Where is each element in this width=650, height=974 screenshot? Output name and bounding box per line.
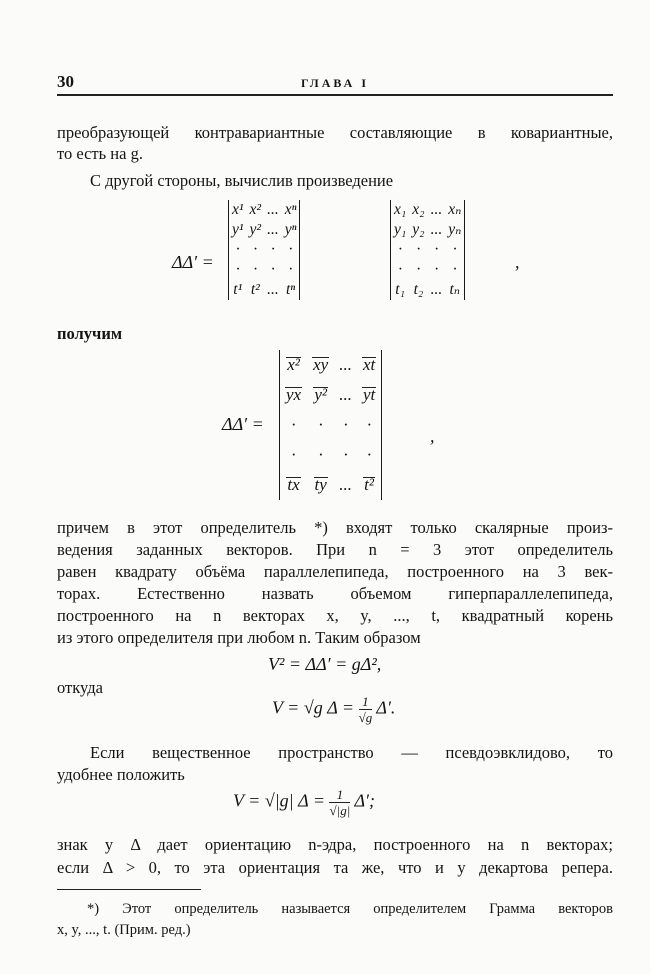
fraction-numerator: 1 bbox=[329, 787, 350, 803]
matrix-cell: · bbox=[288, 241, 293, 258]
matrix-cell: yₙ bbox=[448, 221, 462, 238]
gram-cell: · bbox=[318, 445, 323, 464]
paragraph-line: из этого определителя при любом n. Таким образом bbox=[57, 628, 421, 647]
matrix-cell: x¹ bbox=[232, 201, 244, 218]
matrix-cell: ... bbox=[267, 201, 279, 218]
paragraph-line: то есть на g. bbox=[57, 144, 143, 163]
matrix-cell: y₂ bbox=[412, 221, 425, 238]
matrix-cell: x₂ bbox=[412, 201, 425, 218]
paragraph-line: С другой стороны, вычислив произведение bbox=[90, 171, 394, 190]
matrix-cell: · bbox=[452, 261, 457, 278]
matrix-cell: · bbox=[416, 261, 421, 278]
matrix-cell: t₁ bbox=[395, 281, 405, 298]
gram-cell: xt bbox=[362, 355, 376, 374]
matrix-cell: · bbox=[270, 241, 275, 258]
formula-volume-square: V² = ΔΔ′ = gΔ², bbox=[268, 654, 382, 674]
footnote-line: *) Этот определитель называется определителем Грамма векторов bbox=[87, 901, 613, 917]
paragraph-line: Если вещественное пространство — псевдоэвклидово, то bbox=[90, 743, 613, 762]
matrix-cell: · bbox=[253, 241, 258, 258]
determinant-1 bbox=[228, 200, 300, 300]
formula-lhs: ΔΔ′ = bbox=[222, 414, 264, 434]
paragraph-line: ведения заданных векторов. При n = 3 этот определитель bbox=[57, 540, 613, 559]
header-rule bbox=[57, 94, 613, 96]
determinant-2 bbox=[390, 200, 465, 300]
matrix-cell: tⁿ bbox=[285, 281, 296, 298]
matrix-cell: yⁿ bbox=[284, 221, 297, 238]
matrix-cell: · bbox=[235, 241, 240, 258]
fraction-denominator: √g bbox=[358, 710, 373, 725]
formula-part: Δ′; bbox=[354, 790, 375, 811]
matrix-cell: ... bbox=[430, 281, 443, 298]
matrix-cell: y² bbox=[249, 221, 262, 238]
fraction bbox=[359, 694, 373, 725]
fraction-denominator: √|g| bbox=[329, 803, 351, 818]
gram-cell: xy bbox=[313, 355, 329, 374]
paragraph-line: получим bbox=[57, 324, 123, 343]
gram-cell: tx bbox=[287, 475, 300, 494]
matrix-cell: x₁ bbox=[394, 201, 407, 218]
gram-determinant bbox=[279, 350, 382, 500]
paragraph-line: удобнее положить bbox=[57, 765, 185, 784]
paragraph-line: если Δ > 0, то эта ориентация та же, что и у декартова репера. bbox=[57, 858, 613, 877]
matrix-cell: · bbox=[235, 261, 240, 278]
matrix-cell: · bbox=[398, 261, 403, 278]
fraction bbox=[329, 787, 350, 818]
gram-cell: · bbox=[343, 415, 348, 434]
footnote bbox=[57, 899, 613, 941]
paragraph-line: построенного на n векторах x, y, ..., t, квадратный корень bbox=[57, 606, 613, 625]
formula-comma: , bbox=[515, 252, 520, 272]
gram-cell: · bbox=[291, 445, 296, 464]
paragraph-line: преобразующей контравариантные составляющие в ковариантные, bbox=[57, 123, 613, 142]
formula-part: V = √g Δ = bbox=[272, 697, 355, 718]
gram-cell: yt bbox=[362, 385, 376, 404]
matrix-cell: · bbox=[253, 261, 258, 278]
matrix-cell: t² bbox=[250, 281, 260, 298]
matrix-cell: tₙ bbox=[449, 281, 461, 298]
matrix-cell: · bbox=[452, 241, 457, 258]
matrix-cell: · bbox=[434, 261, 439, 278]
formula-lhs: ΔΔ′ = bbox=[172, 252, 214, 272]
gram-cell: y² bbox=[314, 385, 327, 404]
formula-part: V = √|g| Δ = bbox=[233, 790, 325, 811]
gram-cell: ... bbox=[339, 355, 352, 374]
matrix-cell: · bbox=[416, 241, 421, 258]
matrix-cell: y₁ bbox=[394, 221, 407, 238]
gram-cell: · bbox=[291, 415, 296, 434]
paragraph-line: равен квадрату объёма параллелепипеда, построенного на 3 век- bbox=[57, 562, 613, 581]
matrix-cell: xⁿ bbox=[284, 201, 297, 218]
gram-cell: · bbox=[366, 445, 372, 464]
formula-comma: , bbox=[430, 426, 435, 446]
matrix-cell: xₙ bbox=[448, 201, 462, 218]
gram-cell: ty bbox=[314, 475, 327, 494]
matrix-cell: t₂ bbox=[413, 281, 424, 298]
footnote-rule bbox=[57, 889, 201, 890]
page-header bbox=[57, 66, 613, 94]
gram-cell: t² bbox=[364, 475, 374, 494]
gram-cell: yx bbox=[286, 385, 302, 404]
gram-cell: ... bbox=[339, 475, 352, 494]
matrix-cell: y¹ bbox=[232, 221, 244, 238]
matrix-cell: · bbox=[288, 261, 293, 278]
matrix-cell: ... bbox=[430, 201, 443, 218]
paragraph-line: причем в этот определитель *) входят только скалярные произ- bbox=[57, 518, 613, 537]
gram-cell: · bbox=[343, 445, 348, 464]
matrix-cell: t¹ bbox=[233, 281, 243, 298]
matrix-cell: · bbox=[270, 261, 275, 278]
paragraph-line: знак у Δ дает ориентацию n-эдра, построенного на n векторах; bbox=[57, 835, 613, 854]
paragraph-line: торах. Естественно назвать объемом гиперпараллелепипеда, bbox=[57, 584, 613, 603]
matrix-cell: · bbox=[398, 241, 403, 258]
matrix-cell: ... bbox=[430, 221, 443, 238]
page-number: 30 bbox=[57, 72, 74, 91]
fraction-numerator: 1 bbox=[359, 694, 373, 710]
gram-cell: x² bbox=[287, 355, 300, 374]
paragraph-line: откуда bbox=[57, 678, 103, 697]
matrix-cell: · bbox=[434, 241, 439, 258]
gram-cell: · bbox=[366, 415, 372, 434]
footnote-line: x, y, ..., t. (Прим. ред.) bbox=[57, 922, 191, 938]
formula-part: Δ′. bbox=[376, 697, 396, 718]
matrix-cell: x² bbox=[249, 201, 262, 218]
matrix-cell: ... bbox=[267, 221, 279, 238]
formula-volume bbox=[272, 694, 395, 725]
gram-cell: ... bbox=[339, 385, 352, 404]
matrix-cell: ... bbox=[267, 281, 279, 298]
gram-cell: · bbox=[318, 415, 323, 434]
formula-pseudo-volume bbox=[233, 787, 375, 818]
chapter-title: ГЛАВА I bbox=[300, 76, 369, 90]
